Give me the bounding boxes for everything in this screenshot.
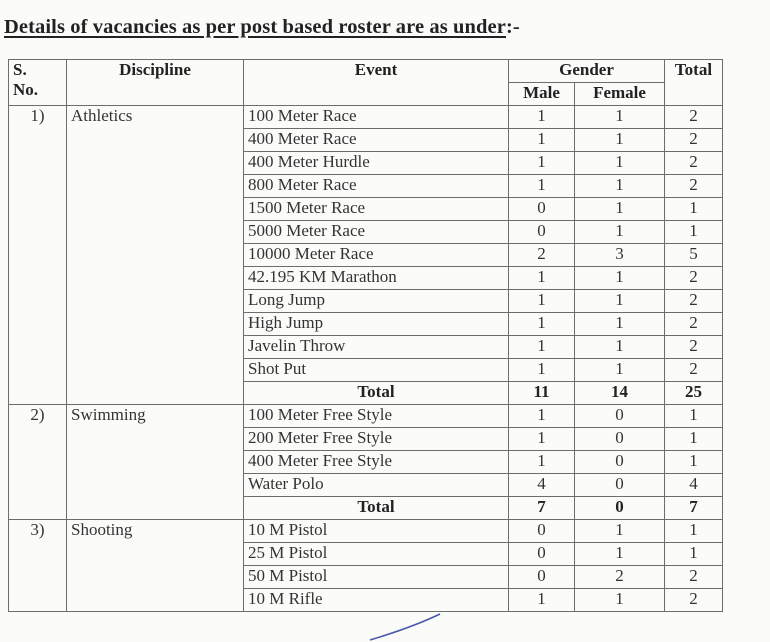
female-cell: 3 (575, 244, 665, 267)
subtotal-total: 7 (665, 497, 723, 520)
total-cell: 5 (665, 244, 723, 267)
female-cell: 1 (575, 129, 665, 152)
male-cell: 1 (509, 129, 575, 152)
total-cell: 2 (665, 589, 723, 612)
sno-cell: 1) (9, 106, 67, 405)
total-cell: 1 (665, 451, 723, 474)
male-cell: 0 (509, 221, 575, 244)
male-cell: 1 (509, 313, 575, 336)
event-cell: 5000 Meter Race (244, 221, 509, 244)
event-cell: Water Polo (244, 474, 509, 497)
male-cell: 2 (509, 244, 575, 267)
female-cell: 1 (575, 221, 665, 244)
total-cell: 2 (665, 290, 723, 313)
male-cell: 1 (509, 152, 575, 175)
female-cell: 1 (575, 359, 665, 382)
event-cell: Long Jump (244, 290, 509, 313)
event-cell: 100 Meter Race (244, 106, 509, 129)
male-cell: 4 (509, 474, 575, 497)
female-cell: 1 (575, 267, 665, 290)
total-cell: 2 (665, 175, 723, 198)
event-cell: 42.195 KM Marathon (244, 267, 509, 290)
subtotal-male: 7 (509, 497, 575, 520)
total-cell: 2 (665, 106, 723, 129)
female-cell: 1 (575, 198, 665, 221)
table-row (9, 405, 723, 428)
heading-text: Details of vacancies as per post based roster are as under (4, 16, 506, 38)
event-cell: 100 Meter Free Style (244, 405, 509, 428)
female-cell: 1 (575, 336, 665, 359)
header-gender: Gender (509, 60, 665, 83)
sno-cell: 3) (9, 520, 67, 612)
subtotal-female: 0 (575, 497, 665, 520)
male-cell: 1 (509, 336, 575, 359)
total-cell: 4 (665, 474, 723, 497)
subtotal-label: Total (244, 497, 509, 520)
subtotal-label: Total (244, 382, 509, 405)
event-cell: 1500 Meter Race (244, 198, 509, 221)
total-cell: 2 (665, 129, 723, 152)
female-cell: 1 (575, 106, 665, 129)
female-cell: 0 (575, 474, 665, 497)
table-row (9, 520, 723, 543)
event-cell: 50 M Pistol (244, 566, 509, 589)
event-cell: 10 M Pistol (244, 520, 509, 543)
male-cell: 0 (509, 566, 575, 589)
total-cell: 1 (665, 428, 723, 451)
table-row (9, 106, 723, 129)
event-cell: Javelin Throw (244, 336, 509, 359)
event-cell: 800 Meter Race (244, 175, 509, 198)
sno-cell: 2) (9, 405, 67, 520)
header-discipline: Discipline (67, 60, 244, 106)
event-cell: 200 Meter Free Style (244, 428, 509, 451)
event-cell: 400 Meter Race (244, 129, 509, 152)
discipline-cell: Shooting (67, 520, 244, 612)
header-female: Female (575, 83, 665, 106)
header-sno (9, 60, 67, 106)
total-cell: 2 (665, 336, 723, 359)
male-cell: 1 (509, 405, 575, 428)
total-cell: 1 (665, 405, 723, 428)
vacancy-roster-table (8, 59, 723, 612)
header-row-1 (9, 60, 723, 83)
total-cell: 2 (665, 313, 723, 336)
male-cell: 1 (509, 428, 575, 451)
subtotal-male: 11 (509, 382, 575, 405)
event-cell: High Jump (244, 313, 509, 336)
female-cell: 0 (575, 405, 665, 428)
male-cell: 1 (509, 589, 575, 612)
male-cell: 1 (509, 267, 575, 290)
header-total: Total (665, 60, 723, 106)
female-cell: 1 (575, 152, 665, 175)
event-cell: 400 Meter Free Style (244, 451, 509, 474)
female-cell: 1 (575, 589, 665, 612)
signature-stroke (360, 612, 450, 642)
event-cell: 25 M Pistol (244, 543, 509, 566)
total-cell: 2 (665, 566, 723, 589)
male-cell: 1 (509, 290, 575, 313)
page-heading (4, 16, 520, 39)
total-cell: 1 (665, 221, 723, 244)
male-cell: 0 (509, 198, 575, 221)
male-cell: 1 (509, 106, 575, 129)
event-cell: 400 Meter Hurdle (244, 152, 509, 175)
discipline-cell: Swimming (67, 405, 244, 520)
total-cell: 1 (665, 543, 723, 566)
event-cell: Shot Put (244, 359, 509, 382)
heading-suffix: :- (505, 16, 520, 38)
event-cell: 10 M Rifle (244, 589, 509, 612)
female-cell: 1 (575, 543, 665, 566)
total-cell: 1 (665, 520, 723, 543)
male-cell: 1 (509, 359, 575, 382)
female-cell: 0 (575, 428, 665, 451)
total-cell: 2 (665, 152, 723, 175)
discipline-cell: Athletics (67, 106, 244, 405)
total-cell: 2 (665, 267, 723, 290)
subtotal-female: 14 (575, 382, 665, 405)
female-cell: 1 (575, 175, 665, 198)
total-cell: 1 (665, 198, 723, 221)
male-cell: 0 (509, 543, 575, 566)
female-cell: 0 (575, 451, 665, 474)
female-cell: 1 (575, 520, 665, 543)
header-sno-line2: No. (13, 80, 39, 99)
header-event: Event (244, 60, 509, 106)
female-cell: 2 (575, 566, 665, 589)
subtotal-total: 25 (665, 382, 723, 405)
female-cell: 1 (575, 290, 665, 313)
header-sno-line1: S. (13, 60, 27, 79)
male-cell: 1 (509, 451, 575, 474)
male-cell: 1 (509, 175, 575, 198)
header-male: Male (509, 83, 575, 106)
event-cell: 10000 Meter Race (244, 244, 509, 267)
female-cell: 1 (575, 313, 665, 336)
total-cell: 2 (665, 359, 723, 382)
male-cell: 0 (509, 520, 575, 543)
